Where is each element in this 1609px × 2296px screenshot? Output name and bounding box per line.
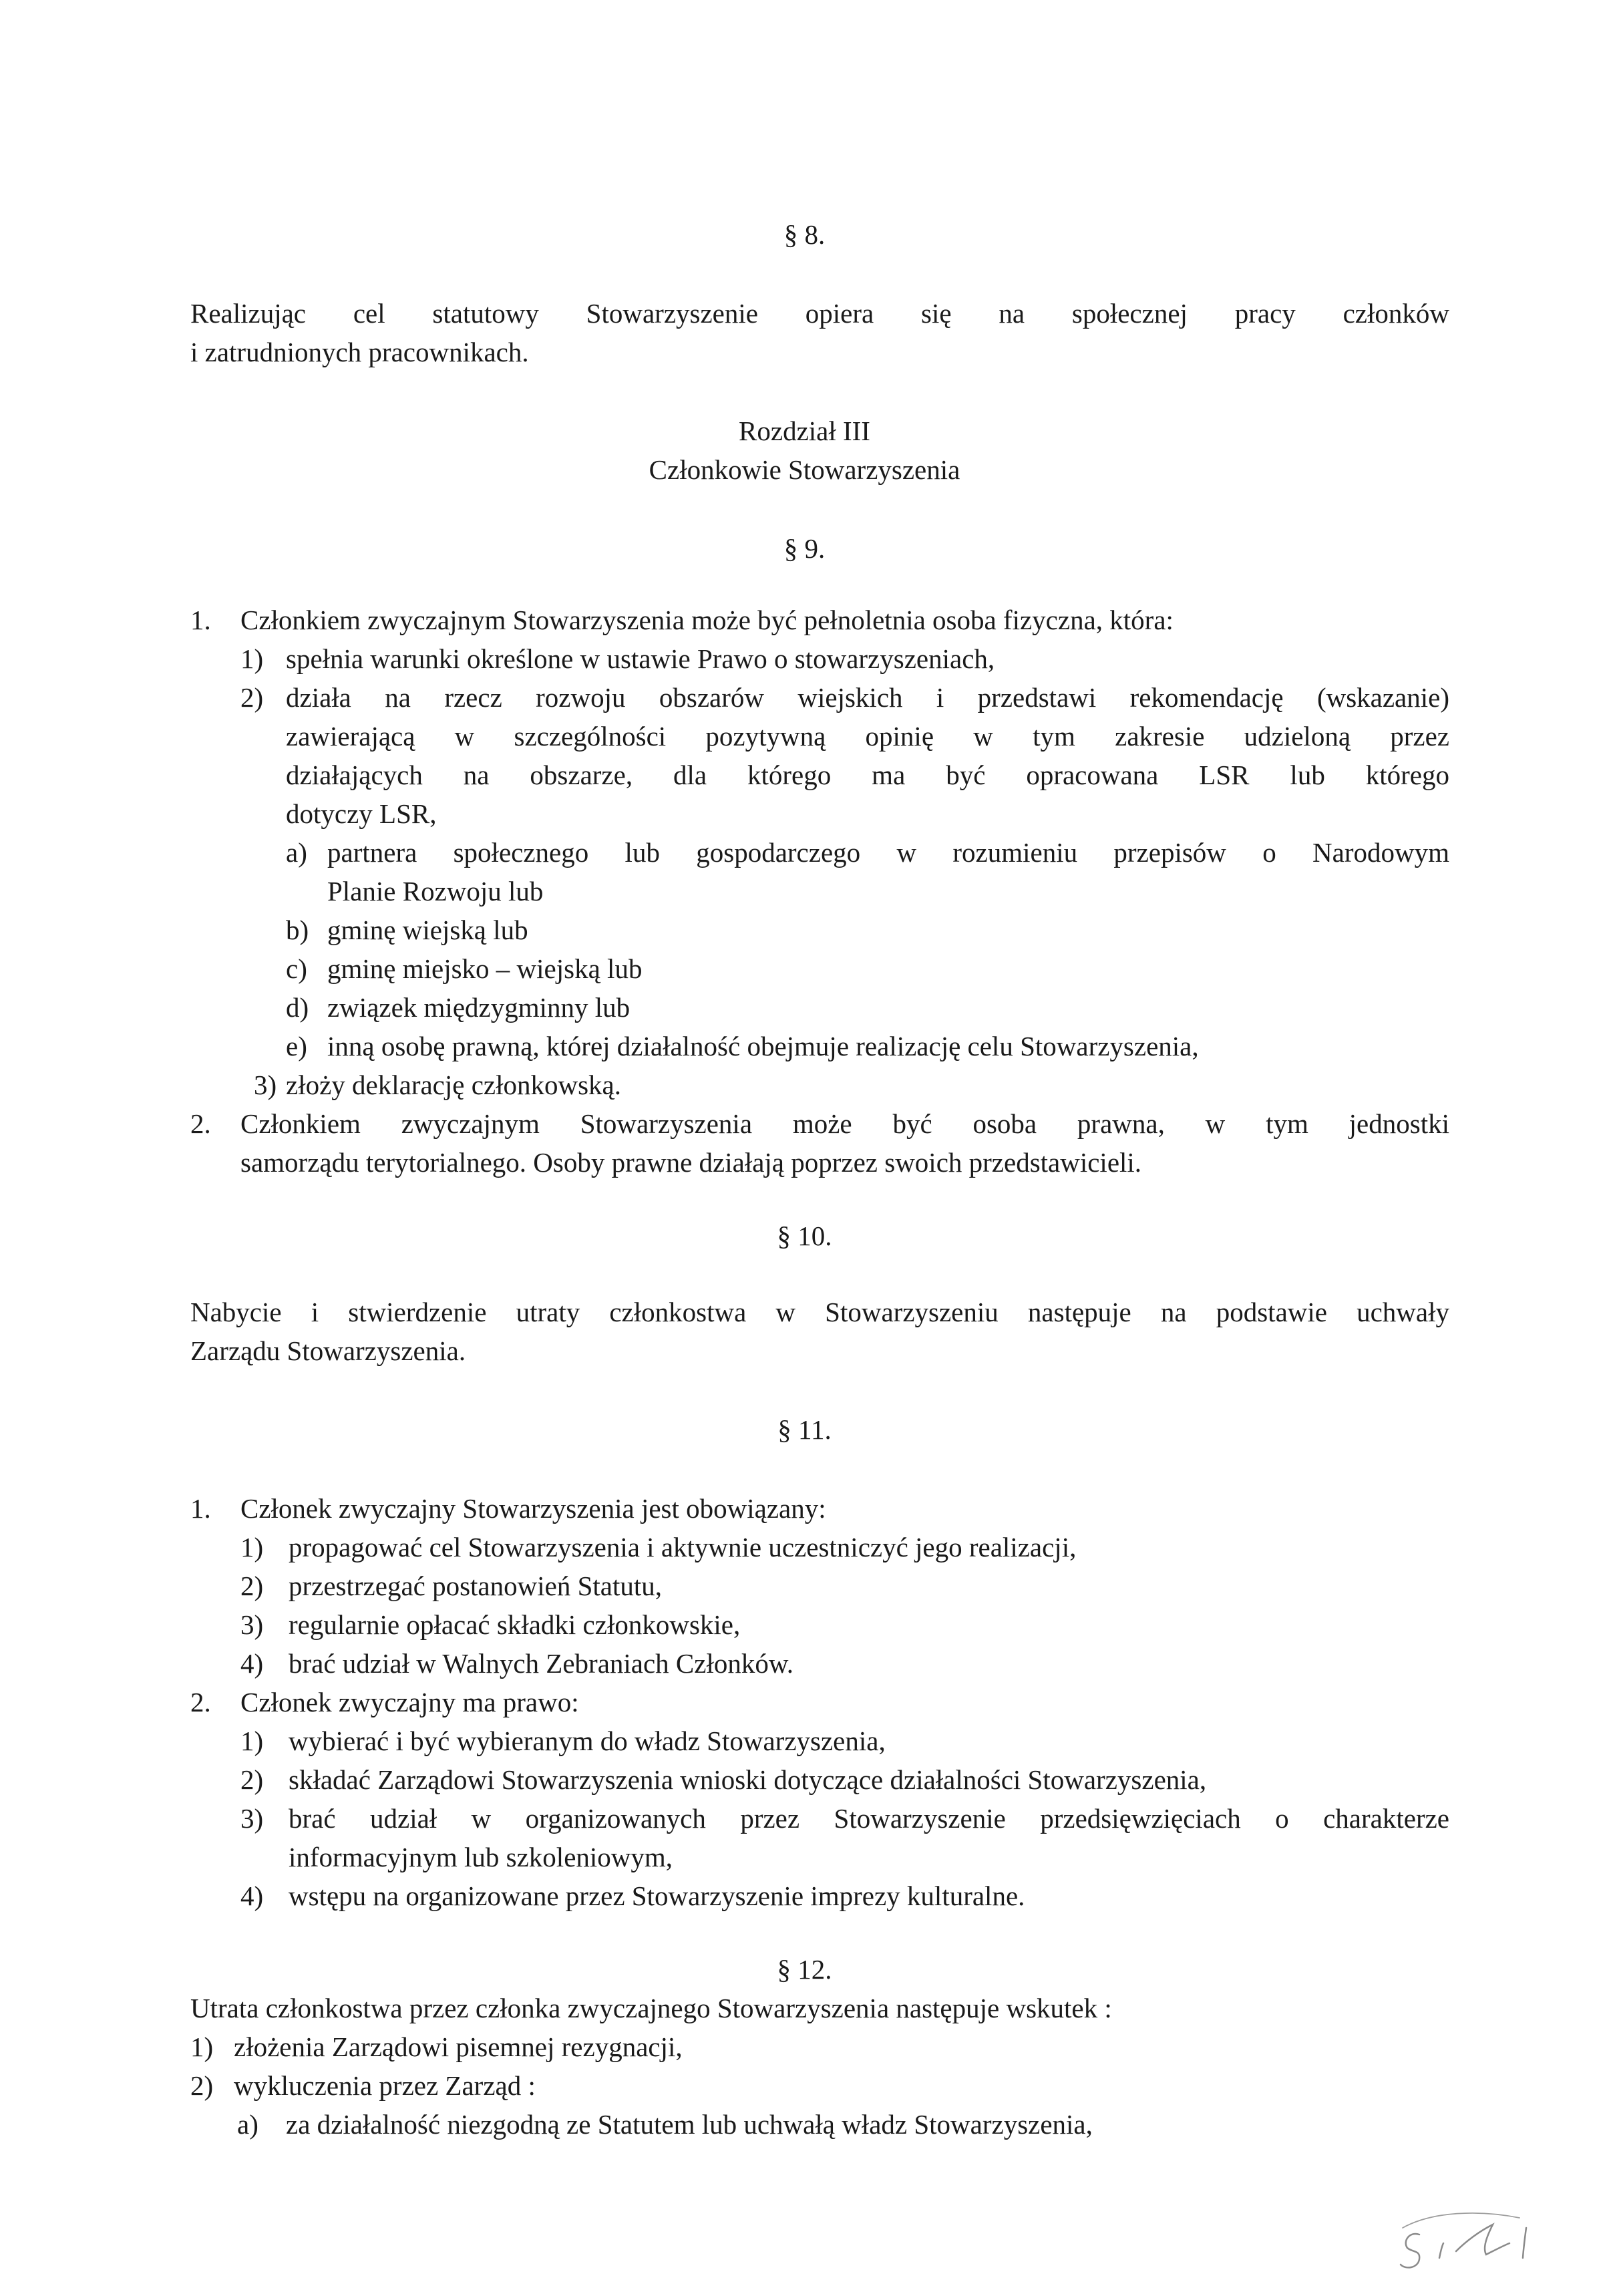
section-9-point-2-number: 2. [190,1108,211,1139]
section-11-point-2-number: 2. [190,1687,211,1717]
section-10-line-2: Zarządu Stowarzyszenia. [190,1335,466,1366]
section-11-duty-2-number: 2) [240,1571,264,1601]
section-9-item-c-text: gminę miejsko – wiejską lub [327,953,643,984]
section-8-line-1: Realizując cel statutowy Stowarzyszenie opiera się na społecznej pracy członków [190,298,1449,329]
section-9-condition-3-number: 3) [254,1070,277,1100]
section-11-right-2-number: 2) [240,1764,264,1795]
section-9-item-d-number: d) [286,992,309,1023]
section-9-point-2-line-2: samorządu terytorialnego. Osoby prawne działają poprzez swoich przedstawicieli. [240,1147,1142,1178]
section-11-duty-2-text: przestrzegać postanowień Statutu, [289,1571,663,1601]
section-9-point-1-text: Członkiem zwyczajnym Stowarzyszenia może być pełnoletnia osoba fizyczna, która: [240,605,1174,635]
section-12-item-a-text: za działalność niezgodną ze Statutem lub uchwałą władz Stowarzyszenia, [286,2109,1093,2140]
section-9-item-c-number: c) [286,953,307,984]
section-12-item-1-text: złożenia Zarządowi pisemnej rezygnacji, [234,2031,683,2062]
section-9-condition-2-line-1: działa na rzecz rozwoju obszarów wiejskich i przedstawi rekomendację (wskazanie) [286,682,1449,713]
section-11-duty-4-number: 4) [240,1648,264,1679]
section-12-item-1-number: 1) [190,2031,214,2062]
section-11-right-4-number: 4) [240,1880,264,1911]
chapter-title: Rozdział III [739,416,870,446]
section-9-point-2-line-1: Członkiem zwyczajnym Stowarzyszenia może być osoba prawna, w tym jednostki [240,1108,1449,1139]
section-9-item-d-text: związek międzygminny lub [327,992,631,1023]
section-9-condition-1-text: spełnia warunki określone w ustawie Prawo o stowarzyszeniach, [286,643,995,674]
section-8-heading: § 8. [783,219,826,250]
section-11-duty-3-number: 3) [240,1609,264,1640]
section-10-line-1: Nabycie i stwierdzenie utraty członkostwa w Stowarzyszeniu następuje na podstawie uchwały [190,1297,1449,1327]
section-10-heading: § 10. [777,1220,832,1251]
section-11-duty-3-text: regularnie opłacać składki członkowskie, [289,1609,741,1640]
section-11-duty-1-number: 1) [240,1532,264,1563]
section-9-item-e-number: e) [286,1031,307,1061]
section-12-heading: § 12. [777,1954,832,1985]
section-11-right-3-line-1: brać udział w organizowanych przez Stowarzyszenie przedsięwzięciach o charakterze [289,1803,1449,1834]
section-9-item-b-number: b) [286,915,309,945]
section-11-right-1-number: 1) [240,1726,264,1756]
section-9-condition-3-text: złoży deklarację członkowską. [286,1070,622,1100]
section-11-duty-1-text: propagować cel Stowarzyszenia i aktywnie uczestniczyć jego realizacji, [289,1532,1077,1563]
section-9-condition-2-line-4: dotyczy LSR, [286,798,437,829]
section-11-right-1-text: wybierać i być wybieranym do władz Stowarzyszenia, [289,1726,886,1756]
section-11-heading: § 11. [777,1414,832,1445]
section-9-item-b-text: gminę wiejską lub [327,915,528,945]
section-11-right-2-text: składać Zarządowi Stowarzyszenia wnioski dotyczące działalności Stowarzyszenia, [289,1764,1207,1795]
section-9-item-a-line-1: partnera społecznego lub gospodarczego w rozumieniu przepisów o Narodowym [327,837,1449,868]
handwritten-initials [1393,2204,1566,2278]
section-12-item-a-number: a) [237,2109,258,2140]
section-9-heading: § 9. [783,533,826,564]
section-11-point-2-text: Członek zwyczajny ma prawo: [240,1687,579,1717]
section-9-condition-2-line-3: działających na obszarze, dla którego ma być opracowana LSR lub którego [286,760,1449,790]
section-11-right-3-number: 3) [240,1803,264,1834]
section-9-condition-1-number: 1) [240,643,264,674]
section-12-item-2-text: wykluczenia przez Zarząd : [234,2070,536,2101]
chapter-subtitle: Członkowie Stowarzyszenia [649,454,960,485]
section-11-point-1-text: Członek zwyczajny Stowarzyszenia jest obowiązany: [240,1493,826,1524]
section-11-point-1-number: 1. [190,1493,211,1524]
section-11-duty-4-text: brać udział w Walnych Zebraniach Członków. [289,1648,794,1679]
section-9-item-a-number: a) [286,837,307,868]
section-12-intro: Utrata członkostwa przez członka zwyczajnego Stowarzyszenia następuje wskutek : [190,1993,1112,2023]
section-11-right-3-line-2: informacyjnym lub szkoleniowym, [289,1842,673,1872]
section-9-point-1-number: 1. [190,605,211,635]
section-9-condition-2-number: 2) [240,682,264,713]
section-9-item-a-line-2: Planie Rozwoju lub [327,876,544,907]
section-12-item-2-number: 2) [190,2070,214,2101]
section-9-item-e-text: inną osobę prawną, której działalność obejmuje realizację celu Stowarzyszenia, [327,1031,1199,1061]
section-11-right-4-text: wstępu na organizowane przez Stowarzyszenie imprezy kulturalne. [289,1880,1025,1911]
section-9-condition-2-line-2: zawierającą w szczególności pozytywną opinię w tym zakresie udzieloną przez [286,721,1449,752]
section-8-line-2: i zatrudnionych pracownikach. [190,337,529,367]
